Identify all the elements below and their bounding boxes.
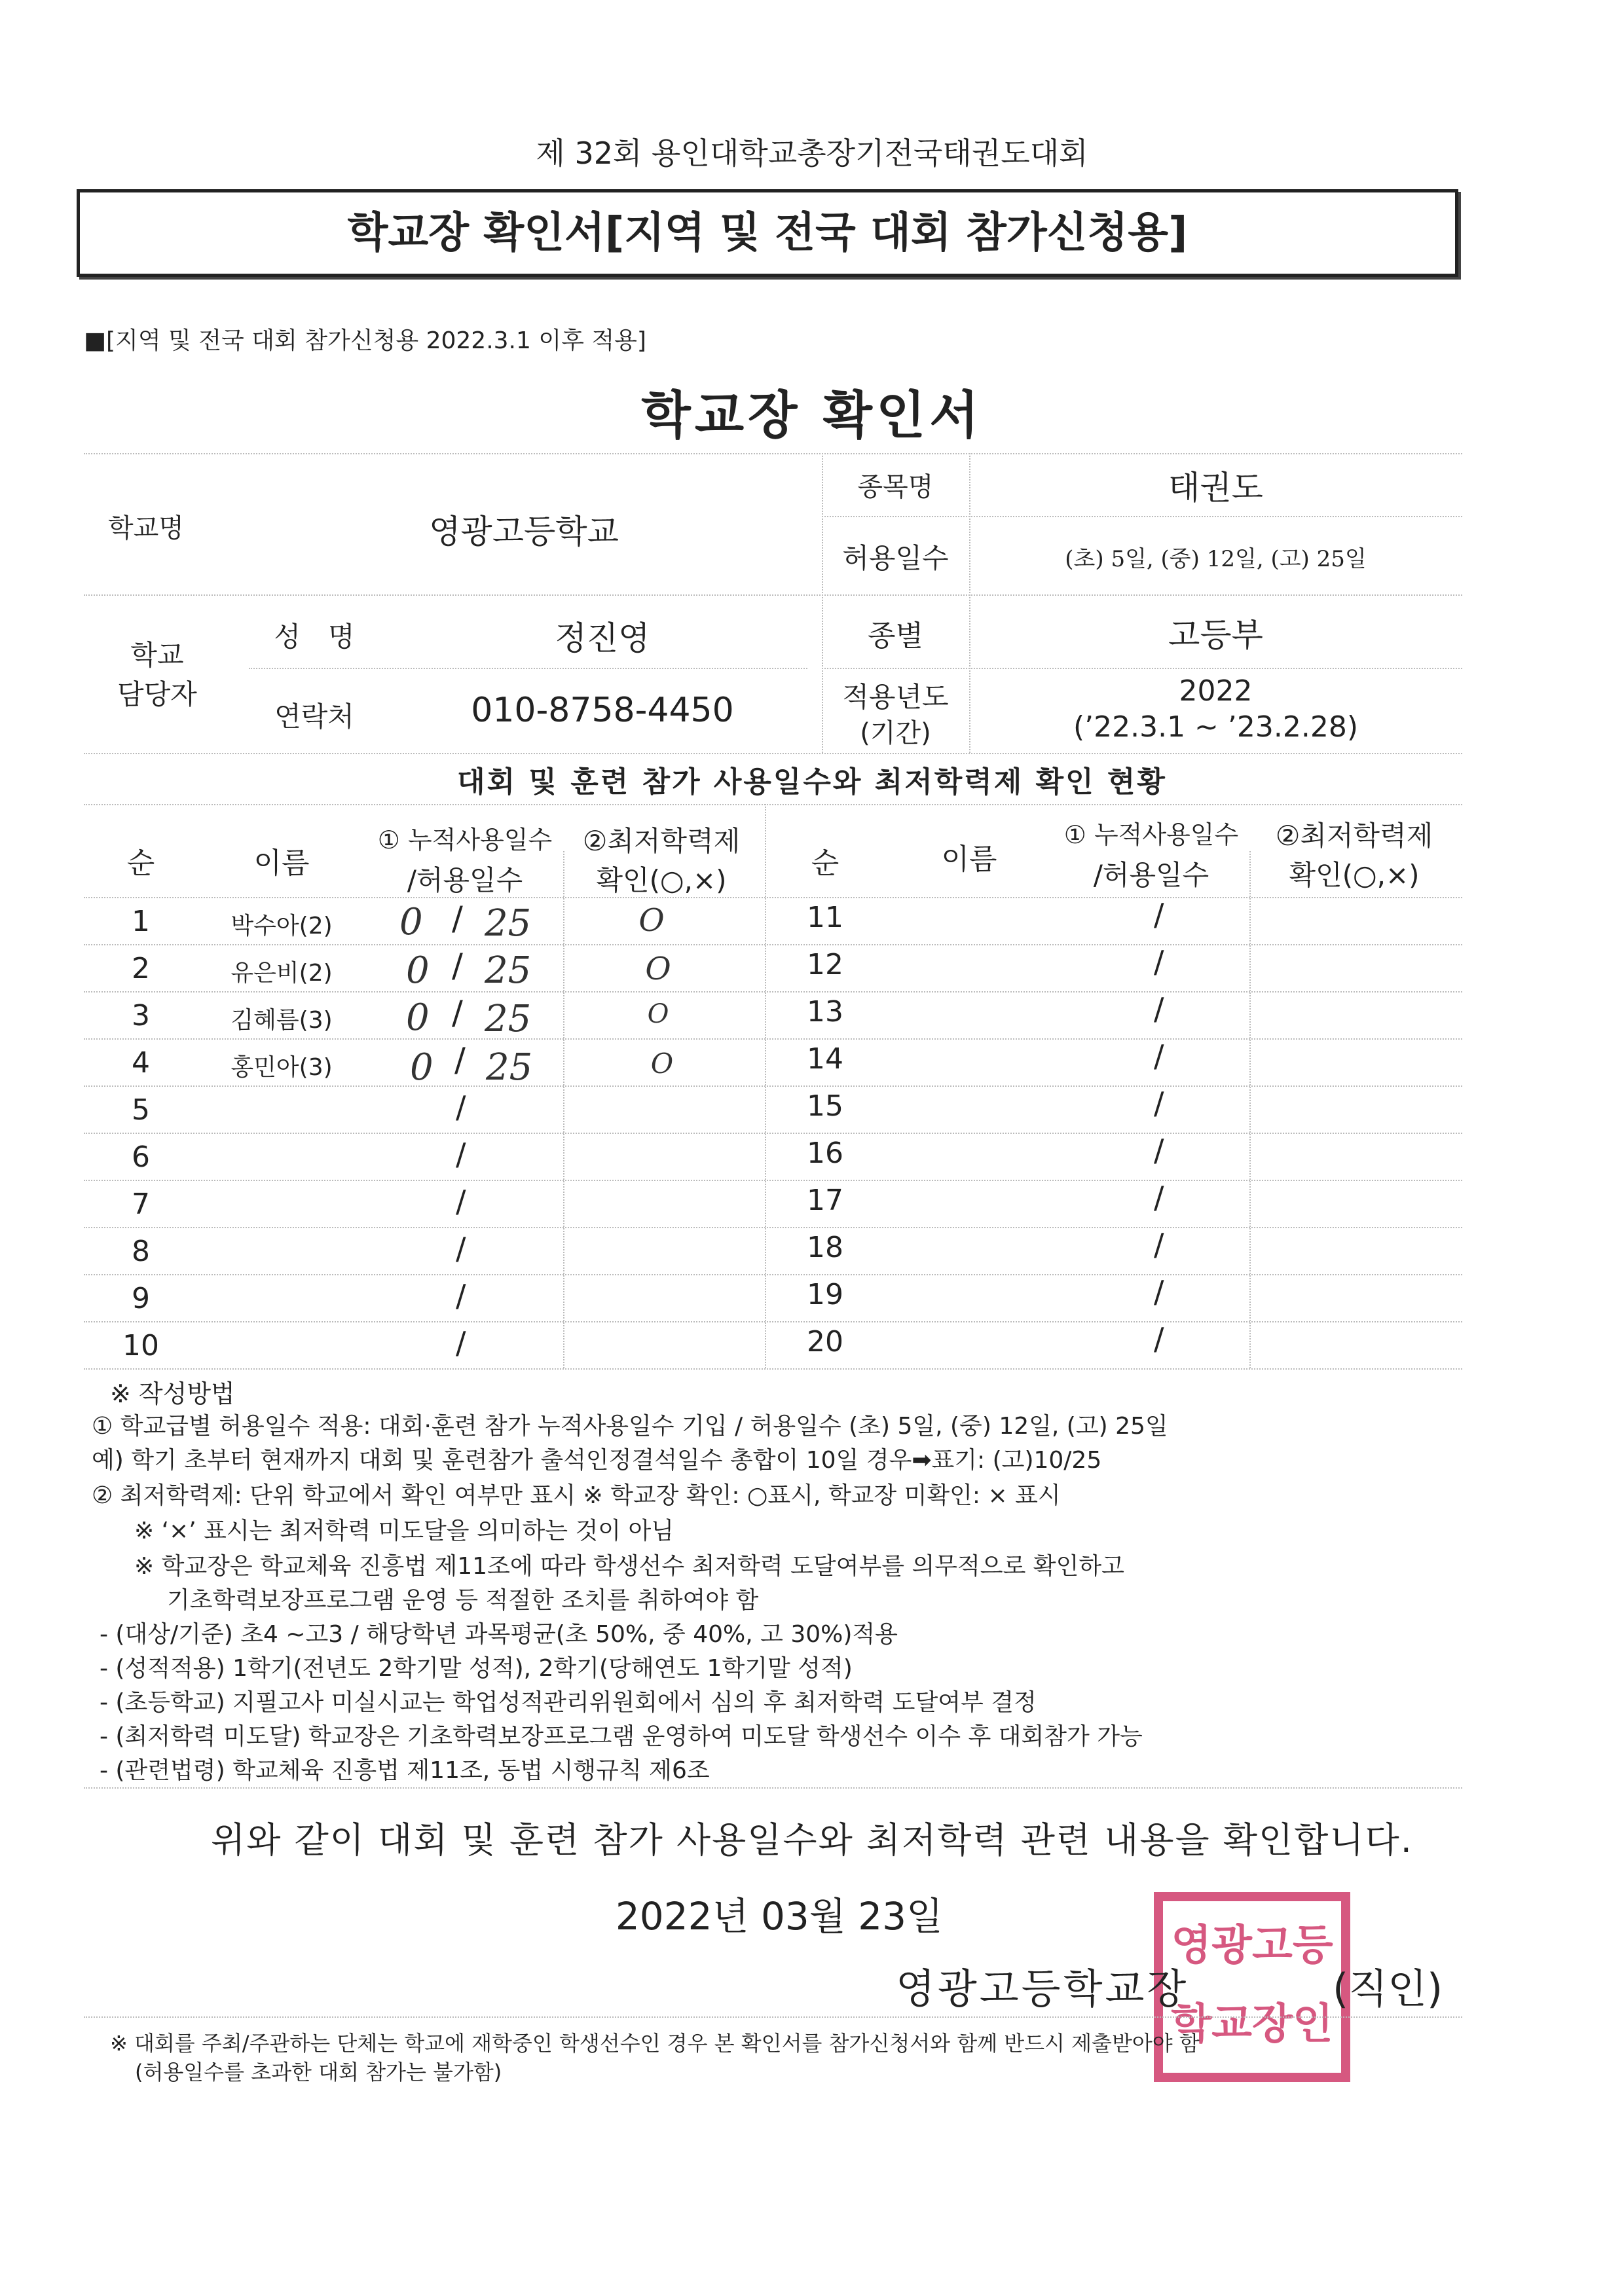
instruction-line: ② 최저학력제: 단위 학교에서 확인 여부만 표시 ※ 학교장 확인: ○표시, 학교장 미확인: × 표시 — [92, 1482, 1061, 1509]
row-slash: / — [1154, 1321, 1164, 1357]
row-check: O — [638, 902, 665, 939]
allow-label: 허용일수 — [842, 542, 949, 574]
instructions-heading: ※ 작성방법 — [110, 1379, 235, 1408]
row-slash: / — [452, 900, 463, 938]
main-title: 학교장 확인서 — [641, 386, 983, 445]
row-slash: / — [1154, 1085, 1164, 1121]
row-slash: / — [456, 1089, 466, 1125]
row-slash: / — [456, 1278, 466, 1313]
division-label: 종별 — [867, 619, 923, 653]
instruction-line: ※ 학교장은 학교체육 진흥법 제11조에 따라 학생선수 최저학력 도달여부를 의무적으로 확인하고 — [134, 1553, 1124, 1580]
row-allow: 25 — [485, 902, 532, 945]
col-check-right-2: 확인(○,×) — [1289, 859, 1420, 891]
row-no: 8 — [132, 1235, 150, 1268]
row-no: 3 — [132, 999, 150, 1032]
row-no: 17 — [807, 1184, 843, 1217]
row-used: 0 — [406, 949, 430, 992]
row-no: 6 — [132, 1140, 150, 1174]
instruction-line: 예) 학기 초부터 현재까지 대회 및 훈련참가 출석인정결석일수 총합이 10일 경우➡표기: (고)10/25 — [92, 1447, 1102, 1474]
row-no: 1 — [132, 905, 150, 938]
manager-label-2: 담당자 — [117, 678, 197, 710]
col-check-left-2: 확인(○,×) — [596, 864, 727, 896]
signer-name: 영광고등학교장 — [896, 1965, 1189, 2013]
row-slash: / — [456, 1325, 466, 1360]
instruction-line: - (최저학력 미도달) 학교장은 기초학력보장프로그램 운영하여 미도달 학생선수 이수 후 대회참가 가능 — [100, 1723, 1143, 1750]
year-label-1: 적용년도 — [842, 681, 949, 713]
col-days-left-1: ① 누적사용일수 — [377, 826, 553, 854]
school-label: 학교명 — [108, 513, 184, 543]
col-days-right-1: ① 누적사용일수 — [1063, 820, 1239, 849]
row-name: 박수아(2) — [231, 913, 333, 939]
row-no: 11 — [807, 901, 843, 934]
instruction-line: 기초학력보장프로그램 운영 등 적절한 조치를 취하여야 함 — [167, 1587, 759, 1614]
instruction-line: - (관련법령) 학교체육 진흥법 제11조, 동법 시행규칙 제6조 — [100, 1757, 710, 1784]
col-check-left-1: ②최저학력제 — [582, 825, 741, 857]
row-used: 0 — [410, 1046, 434, 1089]
row-name: 유은비(2) — [231, 960, 333, 987]
year-label-2: (기간) — [860, 718, 931, 748]
row-slash: / — [1154, 1180, 1164, 1215]
seal-mark: (직인) — [1333, 1965, 1443, 2013]
row-no: 4 — [132, 1046, 150, 1080]
footer-note-2: (허용일수를 초과한 대회 참가는 불가함) — [135, 2060, 502, 2085]
issue-date: 2022년 03월 23일 — [615, 1894, 944, 1939]
row-no: 10 — [122, 1329, 159, 1362]
instruction-line: - (대상/기준) 초4 ~고3 / 해당학년 과목평균(초 50%, 중 40%, 고 30%)적용 — [100, 1621, 898, 1648]
row-slash: / — [452, 994, 463, 1032]
row-no: 5 — [132, 1093, 150, 1127]
col-name-left: 이름 — [253, 847, 310, 880]
form-tag: ■[지역 및 전국 대회 참가신청용 2022.3.1 이후 적용] — [84, 327, 646, 354]
row-slash: / — [456, 1184, 466, 1219]
title-box — [77, 189, 1458, 277]
instruction-line: ※ ‘×’ 표시는 최저학력 미도달을 의미하는 것이 아님 — [134, 1518, 674, 1544]
division-value: 고등부 — [1168, 616, 1263, 654]
row-no: 14 — [807, 1042, 843, 1076]
row-check: O — [650, 1048, 674, 1080]
status-title: 대회 및 훈련 참가 사용일수와 최저학력제 확인 현황 — [457, 765, 1167, 799]
row-no: 7 — [132, 1188, 150, 1221]
col-no-right: 순 — [811, 847, 840, 880]
school-value: 영광고등학교 — [429, 513, 619, 551]
row-slash: / — [1154, 1038, 1164, 1074]
row-name: 홍민아(3) — [231, 1054, 333, 1081]
row-no: 18 — [807, 1231, 843, 1264]
footer-note-1: ※ 대회를 주최/주관하는 단체는 학교에 재학중인 학생선수인 경우 본 확인서를 참가신청서와 함께 반드시 제출받아야 함 — [110, 2031, 1200, 2056]
row-no: 16 — [807, 1137, 843, 1170]
name-value: 정진영 — [555, 619, 650, 657]
row-used: 0 — [399, 901, 423, 943]
row-name: 김혜름(3) — [231, 1007, 333, 1034]
row-slash: / — [456, 1137, 466, 1172]
sport-value: 태권도 — [1168, 469, 1263, 507]
row-no: 9 — [132, 1282, 150, 1315]
row-slash: / — [1154, 1274, 1164, 1309]
confirmation-statement: 위와 같이 대회 및 훈련 참가 사용일수와 최저학력 관련 내용을 확인합니다. — [211, 1819, 1413, 1861]
row-used: 0 — [406, 996, 430, 1039]
seal-text-2: 학교장인 — [1171, 1999, 1333, 2049]
row-check: O — [645, 951, 671, 987]
row-slash: / — [456, 1231, 466, 1266]
row-slash: / — [1154, 1133, 1164, 1168]
instruction-line: ① 학교급별 허용일수 적용: 대회·훈련 참가 누적사용일수 기입 / 허용일수 (초) 5일, (중) 12일, (고) 25일 — [92, 1413, 1168, 1440]
row-slash: / — [1154, 1227, 1164, 1262]
row-slash: / — [1154, 991, 1164, 1027]
seal-text-1: 영광고등 — [1171, 1921, 1333, 1970]
year-value-2: (’22.3.1 ~ ’23.2.28) — [1073, 710, 1359, 744]
box-title: 학교장 확인서[지역 및 전국 대회 참가신청용] — [347, 209, 1188, 257]
row-slash: / — [454, 1041, 466, 1079]
col-days-right-2: /허용일수 — [1093, 859, 1209, 891]
row-no: 19 — [807, 1278, 843, 1311]
col-check-right-1: ②최저학력제 — [1275, 820, 1433, 852]
row-no: 20 — [807, 1325, 843, 1358]
contact-label: 연락처 — [274, 701, 354, 733]
col-name-right: 이름 — [941, 843, 997, 876]
name-label: 성 명 — [274, 621, 355, 653]
allow-value: (초) 5일, (중) 12일, (고) 25일 — [1065, 546, 1367, 572]
contact-value: 010-8758-4450 — [471, 691, 734, 730]
instruction-line: - (초등학교) 지필고사 미실시교는 학업성적관리위원회에서 심의 후 최저학력 도달여부 결정 — [100, 1689, 1037, 1716]
row-slash: / — [1154, 944, 1164, 979]
instruction-line: - (성적적용) 1학기(전년도 2학기말 성적), 2학기(당해연도 1학기말 성적) — [100, 1655, 853, 1682]
row-check: O — [647, 999, 669, 1029]
row-allow: 25 — [485, 949, 532, 992]
event-title: 제 32회 용인대학교총장기전국태권도대회 — [536, 136, 1088, 171]
col-days-left-2: /허용일수 — [407, 864, 523, 896]
row-no: 2 — [132, 952, 150, 985]
row-no: 15 — [807, 1089, 843, 1123]
row-slash: / — [452, 947, 463, 985]
sport-label: 종목명 — [857, 472, 934, 502]
col-no-left: 순 — [126, 847, 155, 880]
row-no: 13 — [807, 995, 843, 1029]
row-no: 12 — [807, 948, 843, 981]
row-slash: / — [1154, 897, 1164, 932]
row-allow: 25 — [485, 998, 532, 1040]
year-value-1: 2022 — [1179, 674, 1253, 708]
manager-label-1: 학교 — [130, 639, 184, 671]
row-allow: 25 — [486, 1046, 533, 1089]
